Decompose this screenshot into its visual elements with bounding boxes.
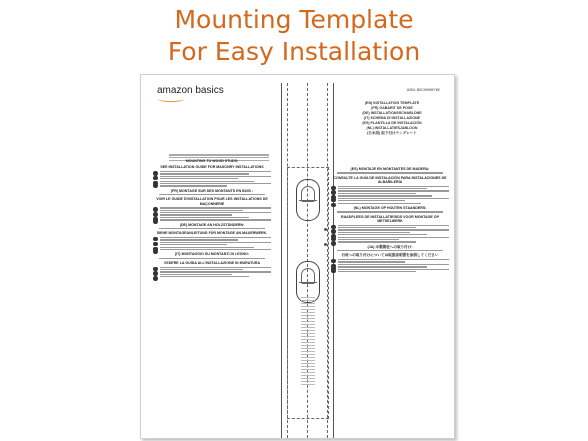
sku-label: ASIN: B0C9HW5Y5K — [406, 88, 440, 92]
step — [331, 195, 449, 196]
step — [331, 229, 449, 233]
heading-en: MOUNTING TO WOOD STUDS: — [185, 159, 239, 163]
heading-it: (IT) MONTAGGIO SU MONTANTI DI LEGNO: — [174, 252, 250, 257]
heading-fr-note: VOIR LE GUIDE D'INSTALLATION POUR LES INSTALLATIONS DE MAÇONNERIE — [156, 197, 268, 206]
mounting-slot-top — [296, 179, 320, 221]
step — [153, 247, 271, 248]
step — [153, 212, 271, 216]
step — [153, 237, 271, 241]
title-it: (IT) SCHEMA DI INSTALLAZIONE — [363, 116, 421, 120]
step — [331, 186, 449, 190]
step — [153, 249, 271, 250]
centerline-notes — [301, 295, 315, 415]
heading-de-note: SIEHE MONTAGEANLEITUNG FÜR MONTAGE AN MAUERWERK. — [156, 231, 268, 236]
step — [331, 259, 449, 263]
brand-logo: amazon basics — [157, 85, 224, 96]
step — [153, 242, 271, 246]
step — [153, 176, 271, 180]
heading-en-note: SEE INSTALLATION GUIDE FOR MASONRY INSTALLATIONS — [160, 165, 264, 170]
step — [331, 266, 449, 267]
step — [153, 219, 271, 220]
step — [153, 181, 271, 182]
title-es: (ES) PLANTILLA DE INSTALACIÓN — [362, 121, 422, 125]
step — [331, 198, 449, 202]
title-de: (DE) INSTALLATIONSSCHABLONE — [362, 111, 422, 115]
step — [331, 264, 449, 265]
step — [331, 241, 449, 242]
step — [153, 267, 271, 271]
heading-nl-note: RAADPLEEG DE INSTALLATIEGIDS VOOR MONTAGE OP METSELWERK — [340, 214, 440, 223]
instructions-right — [331, 165, 449, 273]
step — [331, 234, 449, 235]
heading-de: (DE) MONTAGE AN HOLZSTÄNDERN: — [179, 222, 245, 227]
heading-es-note: CONSULTE LA GUÍA DE INSTALACIÓN PARA INSTALACIONES DE ALBAÑILERÍA — [333, 175, 447, 185]
slot-line-top — [299, 200, 317, 201]
drill-mark-2 — [324, 243, 327, 246]
title-en: (EN) INSTALLATION TEMPLATE — [364, 101, 420, 105]
brand-smile-icon — [158, 97, 184, 102]
step — [331, 237, 449, 241]
heading-es: (ES) MONTAJE EN MONTANTES DE MADERA: — [350, 167, 430, 171]
title-fr: (FR) GABARIT DE POSE — [371, 106, 413, 110]
step — [153, 271, 271, 275]
step — [331, 203, 449, 204]
heading-it-note: VEDERE LA GUIDA ALL'INSTALLAZIONE IN MURATURA — [163, 261, 261, 266]
title-ja: (日本語) 取り付けテンプレート — [367, 131, 417, 135]
instructions-left — [153, 157, 271, 279]
headline-line-1: Mounting Template — [174, 5, 414, 34]
headline-line-2: For Easy Installation — [167, 37, 421, 66]
step — [331, 225, 449, 229]
step — [331, 269, 449, 273]
title-nl: (NL) INSTALLATIESJABLOON — [366, 126, 418, 130]
template-titles — [337, 101, 447, 136]
heading-nl: (NL) MONTAGE OP HOUTEN STAANDERS: — [353, 205, 427, 210]
heading-fr: (FR) MONTAGE SUR DES MONTANTS EN BOIS : — [170, 188, 254, 193]
step — [331, 190, 449, 194]
template-edge-left — [281, 83, 282, 438]
drill-mark-1 — [324, 228, 327, 231]
heading-ja-note: 石材への取り付けについては取扱説明書を参照してください — [341, 253, 439, 258]
step — [153, 217, 271, 218]
step — [153, 183, 271, 187]
heading-ja: (JA) 木製間柱への取り付け: — [367, 244, 413, 249]
template-sheet — [140, 74, 455, 439]
step — [153, 207, 271, 211]
step — [153, 171, 271, 175]
slot-line-bottom — [299, 282, 317, 283]
step — [153, 276, 271, 277]
